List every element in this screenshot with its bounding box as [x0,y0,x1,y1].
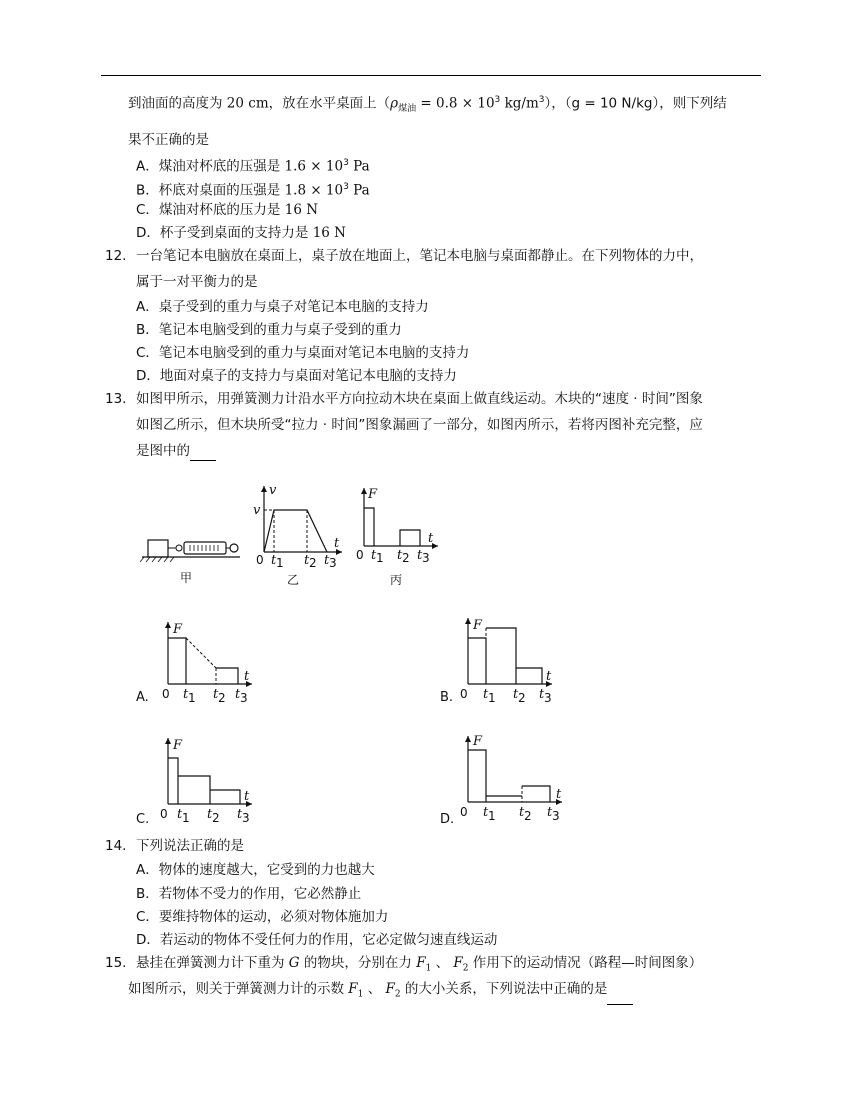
q12-option-c[interactable]: C．笔记本电脑受到的重力与桌面对笔记本电脑的支持力 [136,345,470,361]
option-d-label[interactable]: D. [440,812,455,827]
d-t2-sub: 2 [524,809,532,823]
bing-t1-sub: 1 [376,551,384,565]
c-axis-t: t [244,789,250,804]
bing-t1: t [371,548,377,563]
bing-axis-t: t [428,531,434,546]
a-t2: t [213,687,219,702]
a-t1-sub: 1 [188,691,196,705]
fig-label-jia: 甲 [180,571,193,585]
yi-t2: t [304,553,310,567]
option-c-graph[interactable] [158,734,258,833]
c-origin: 0 [160,807,168,821]
d-t3-sub: 3 [552,809,560,823]
q14-option-c[interactable]: C．要维持物体的运动，必须对物体施加力 [136,909,389,925]
d-axis-t: t [556,787,562,802]
figure-bing [352,484,442,573]
option-a-label[interactable]: A. [136,690,149,705]
option-b-graph[interactable] [458,614,558,713]
option-a-graph[interactable] [158,618,258,712]
d-t2: t [519,805,525,820]
q15-number: 15. [105,955,127,971]
a-t3-sub: 3 [240,691,248,705]
fig-label-bing: 丙 [390,573,403,587]
b-t2-sub: 2 [518,691,526,705]
d-t3: t [547,805,553,820]
b-axis-t: t [546,669,552,684]
q12-line-1: 一台笔记本电脑放在桌面上，桌子放在地面上，笔记本电脑与桌面都静止。在下列物体的力中， [136,248,703,264]
bing-axis-F: F [368,487,378,502]
q12-number: 12. [105,248,127,264]
b-axis-F: F [473,618,483,633]
bing-t3-sub: 3 [422,551,430,565]
c-t2-sub: 2 [212,811,220,825]
yi-t1-sub: 1 [276,556,284,567]
b-t3-sub: 3 [544,691,552,705]
a-t3: t [235,687,241,702]
q11-option-c[interactable]: C．煤油对杯底的压力是 16 N [136,202,319,218]
yi-axis-t: t [334,536,340,551]
q12-option-b[interactable]: B．笔记本电脑受到的重力与桌子受到的重力 [136,322,402,338]
d-t1: t [483,805,489,820]
option-b-label[interactable]: B. [440,690,454,705]
bing-t2: t [397,548,403,563]
a-t1: t [183,687,189,702]
a-axis-F: F [173,622,183,637]
d-t1-sub: 1 [488,809,496,823]
yi-origin: 0 [256,553,264,567]
q13-line-3: 是图中的 [136,441,216,461]
yi-v-level: v [253,503,261,518]
option-c-label[interactable]: C. [136,812,150,827]
a-origin: 0 [162,687,170,701]
q14-line-1: 下列说法正确的是 [136,838,244,854]
q14-option-a[interactable]: A．物体的速度越大，它受到的力也越大 [136,862,375,878]
answer-blank[interactable] [607,990,633,1005]
c-t1: t [177,807,183,822]
q12-option-d[interactable]: D．地面对桌子的支持力与桌面对笔记本电脑的支持力 [136,368,457,384]
d-axis-F: F [473,734,483,749]
q14-option-d[interactable]: D．若运动的物体不受任何力的作用，它必定做匀速直线运动 [136,932,498,948]
figure-jia [140,525,250,589]
q11-line-2: 果不正确的是 [128,132,209,148]
figure-yi [250,482,345,571]
b-origin: 0 [460,687,468,701]
d-origin: 0 [460,805,468,819]
fig-label-yi: 乙 [287,573,300,587]
q11-option-b[interactable]: B．杯底对桌面的压强是 $1.8 \times 10^3$ Pa [136,182,370,199]
q15-line-1: 悬挂在弹簧测力计下重为 G 的物块，分别在力 $F_1$ 、 $F_2$ 作用下的运动情况（路程—时间图象） [136,955,703,974]
q13-line-1: 如图甲所示，用弹簧测力计沿水平方向拉动木块在桌面上做直线运动。木块的“速度 · 时间”图象 [136,391,703,407]
c-t3-sub: 3 [242,811,250,825]
q15-line-2: 如图所示，则关于弹簧测力计的示数 $F_1$ 、 $F_2$ 的大小关系，下列说法中正确的是 [128,979,633,1005]
bing-origin: 0 [356,548,364,562]
q13-number: 13. [105,391,127,407]
b-t1-sub: 1 [488,691,496,705]
yi-t3: t [324,553,330,567]
q12-option-a[interactable]: A．桌子受到的重力与桌子对笔记本电脑的支持力 [136,299,429,315]
c-axis-F: F [173,738,183,753]
a-t2-sub: 2 [218,691,226,705]
yi-axis-v: v [269,483,277,498]
q12-line-2: 属于一对平衡力的是 [136,274,258,290]
b-t2: t [513,687,519,702]
b-t3: t [539,687,545,702]
yi-t2-sub: 2 [309,556,317,567]
yi-t1: t [271,553,277,567]
answer-blank[interactable] [190,446,216,461]
yi-t3-sub: 3 [329,556,337,567]
b-t1: t [483,687,489,702]
option-d-graph[interactable] [458,732,568,831]
c-t2: t [207,807,213,822]
c-t3: t [237,807,243,822]
q14-option-b[interactable]: B．若物体不受力的作用，它必然静止 [136,886,362,902]
bing-t2-sub: 2 [402,551,410,565]
header-rule [101,75,761,76]
q11-line-1: 到油面的高度为 20 cm，放在水平桌面上（$\rho_{煤油} = 0.8 \times 10^3$ $kg/m^3$），（g = 10 N/kg），则下列结 [128,95,727,115]
q11-option-d[interactable]: D．杯子受到桌面的支持力是 16 N [136,225,346,241]
q13-line-2: 如图乙所示，但木块所受“拉力 · 时间”图象漏画了一部分，如图丙所示，若将丙图补充完整，应 [136,417,703,433]
q11-option-a[interactable]: A．煤油对杯底的压强是 $1.6 \times 10^3$ Pa [136,158,370,175]
a-axis-t: t [244,669,250,684]
q14-number: 14. [105,838,127,854]
c-t1-sub: 1 [182,811,190,825]
bing-t3: t [417,548,423,563]
